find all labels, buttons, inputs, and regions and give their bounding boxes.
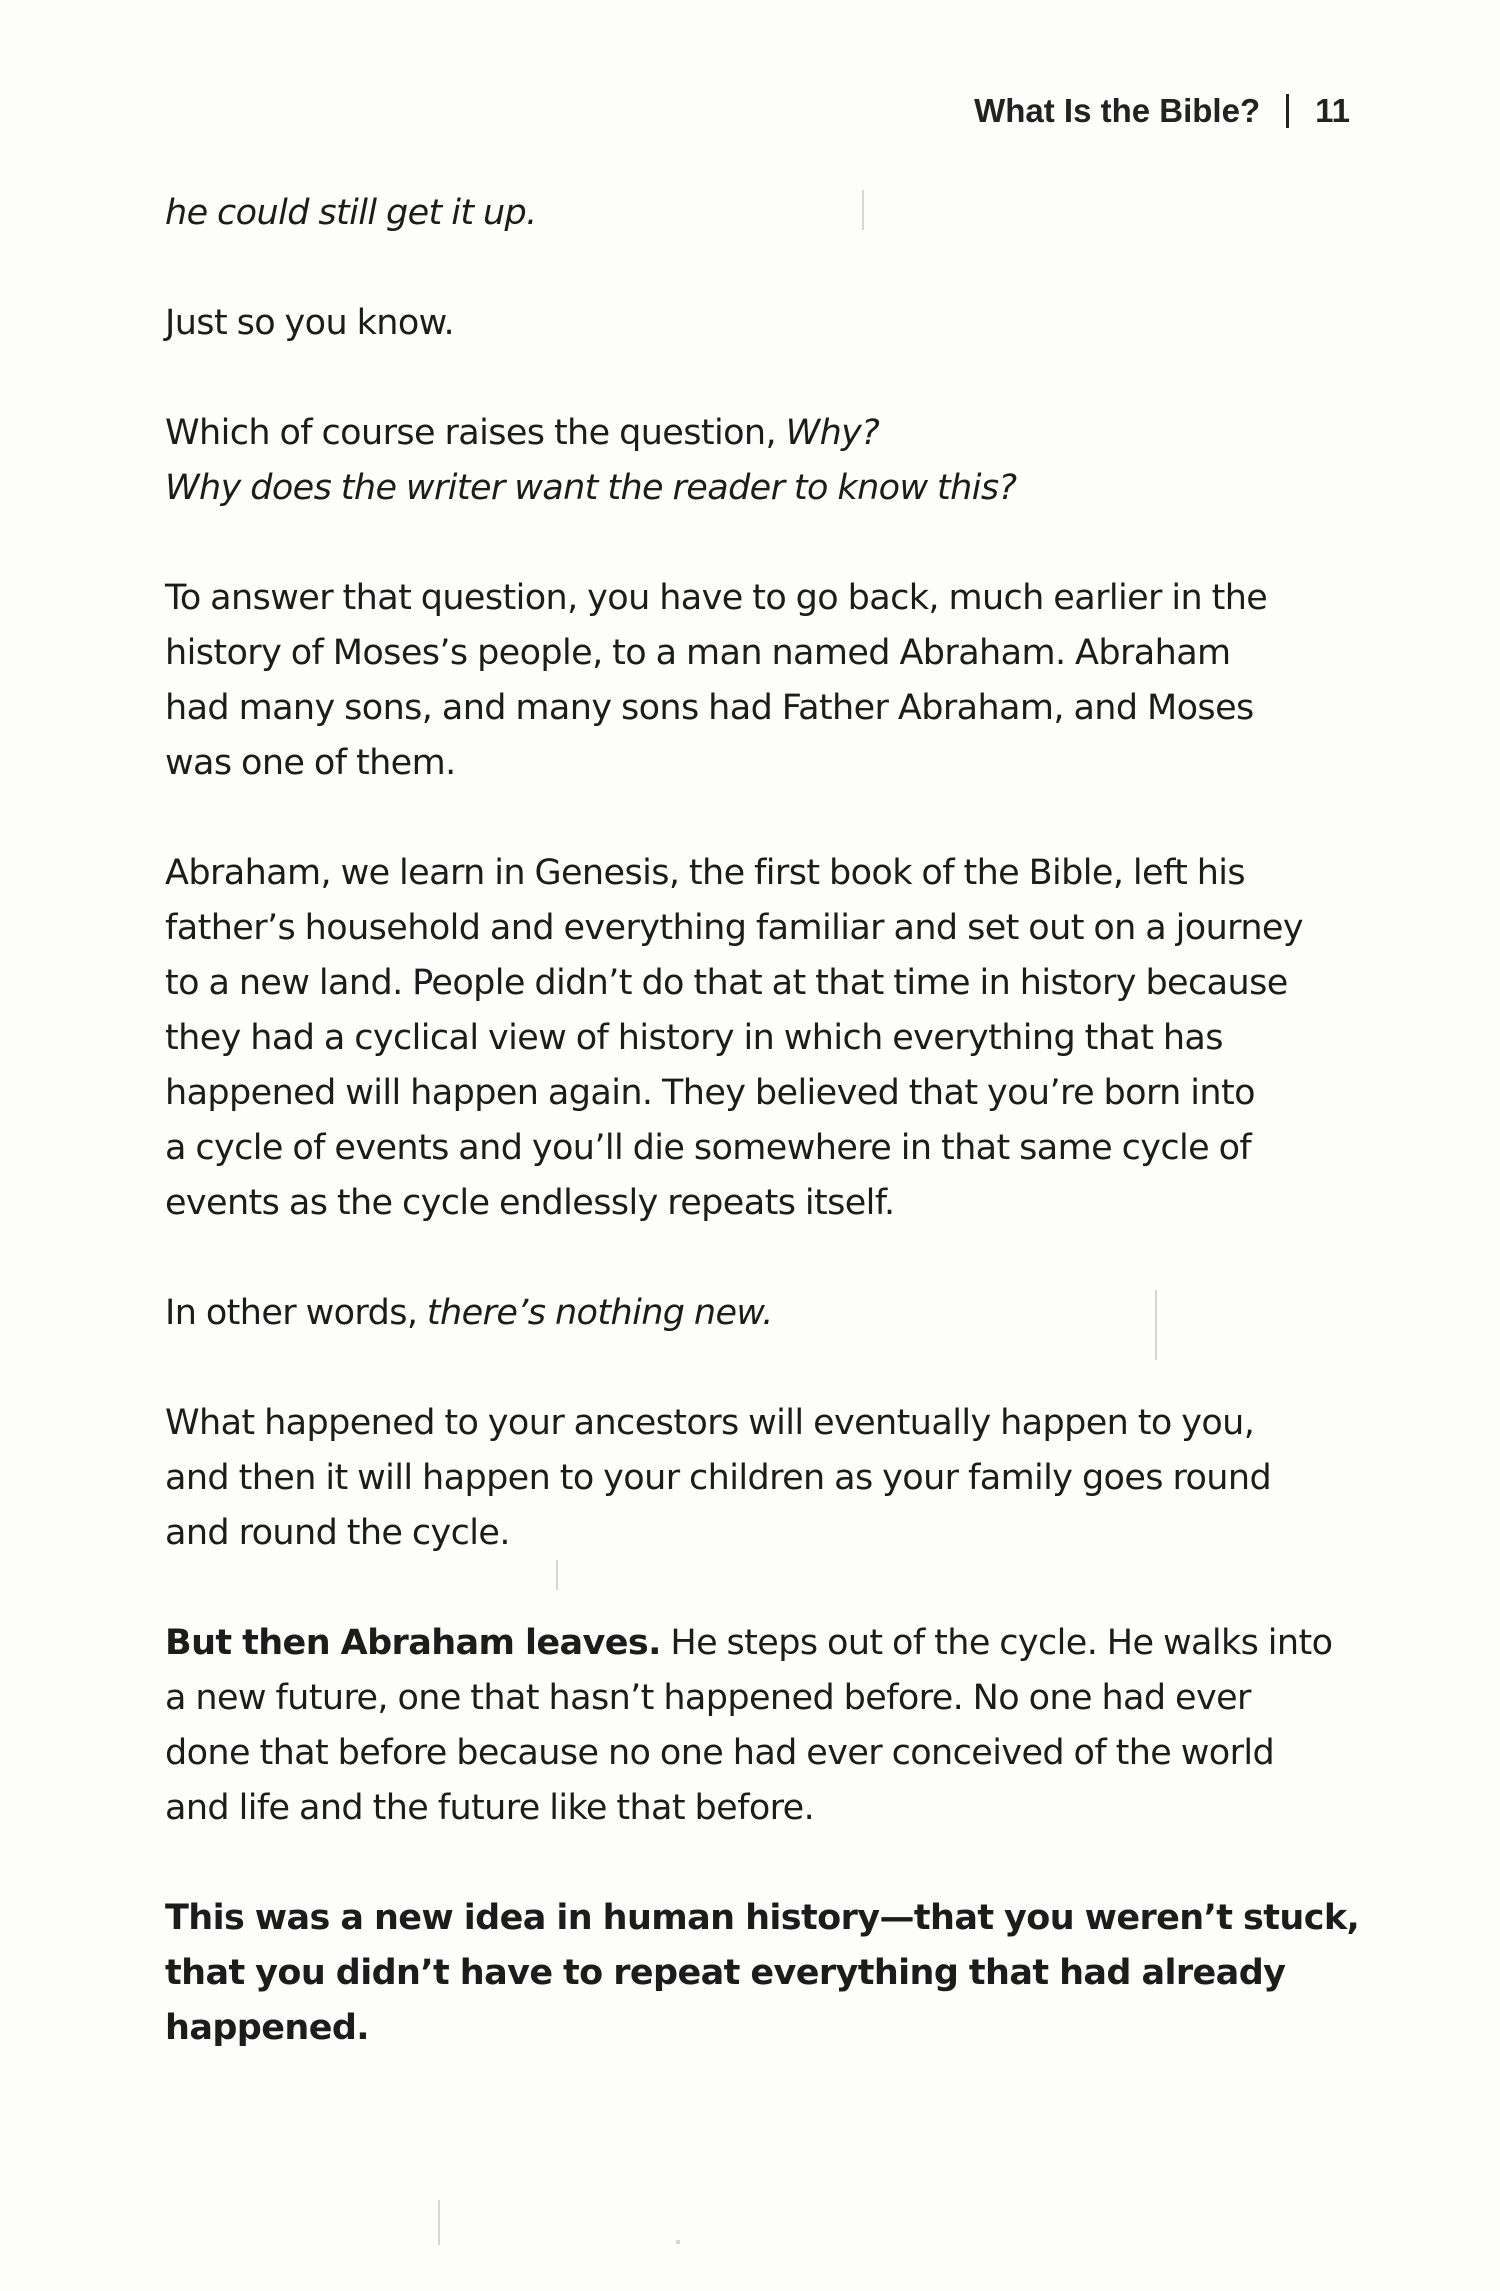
text-line: events as the cycle endlessly repeats itself. bbox=[165, 1183, 895, 1223]
text-line: a new future, one that hasn’t happened before. No one had ever bbox=[165, 1678, 1251, 1718]
paragraph-genesis bbox=[165, 846, 1365, 1231]
text-line: had many sons, and many sons had Father Abraham, and Moses bbox=[165, 688, 1254, 728]
text-line: and round the cycle. bbox=[165, 1513, 510, 1553]
text-line: happened. bbox=[165, 2008, 369, 2048]
paragraph-nothing-new bbox=[165, 1286, 1365, 1341]
paragraph-abraham-intro bbox=[165, 571, 1365, 791]
text-line: done that before because no one had ever conceived of the world bbox=[165, 1733, 1275, 1773]
text-line: To answer that question, you have to go back, much earlier in the bbox=[165, 578, 1268, 618]
text-span: In other words, bbox=[165, 1293, 427, 1333]
emphasis-nothing-new: there’s nothing new. bbox=[426, 1293, 773, 1333]
text-line: to a new land. People didn’t do that at that time in history because bbox=[165, 963, 1288, 1003]
scan-mark bbox=[556, 1560, 558, 1590]
paragraph-just-so-you-know: Just so you know. bbox=[165, 303, 454, 343]
text-span: He steps out of the cycle. He walks into bbox=[660, 1623, 1333, 1663]
scan-mark bbox=[1155, 1290, 1157, 1360]
text-line: father’s household and everything familiar and set out on a journey bbox=[165, 908, 1303, 948]
text-line: they had a cyclical view of history in which everything that has bbox=[165, 1018, 1223, 1058]
header-divider bbox=[1286, 94, 1289, 128]
text-line bbox=[165, 1616, 1365, 1671]
text-line: a cycle of events and you’ll die somewhere in that same cycle of bbox=[165, 1128, 1252, 1168]
paragraph-abraham-leaves bbox=[165, 1616, 1365, 1836]
paragraph-ancestors bbox=[165, 1396, 1365, 1561]
page-number: 11 bbox=[1315, 92, 1350, 129]
text-line: Abraham, we learn in Genesis, the first book of the Bible, left his bbox=[165, 853, 1246, 893]
running-head bbox=[974, 92, 1350, 130]
question-followup: Why does the writer want the reader to know this? bbox=[165, 468, 1017, 508]
paragraph-continuation: he could still get it up. bbox=[165, 193, 537, 233]
scan-mark bbox=[438, 2200, 440, 2245]
emphasis-abraham-leaves: But then Abraham leaves. bbox=[165, 1623, 661, 1663]
question-lead: Which of course raises the question, bbox=[165, 413, 786, 453]
text-line: This was a new idea in human history—that you weren’t stuck, bbox=[165, 1898, 1360, 1938]
text-line: was one of them. bbox=[165, 743, 456, 783]
paragraph-new-idea bbox=[165, 1891, 1365, 2056]
text-line: What happened to your ancestors will eventually happen to you, bbox=[165, 1403, 1255, 1443]
page-body bbox=[165, 186, 1365, 2056]
question-why: Why? bbox=[785, 413, 880, 453]
text-line: history of Moses’s people, to a man named Abraham. Abraham bbox=[165, 633, 1231, 673]
scan-mark bbox=[862, 190, 864, 230]
scan-mark bbox=[676, 2240, 680, 2244]
text-line: happened will happen again. They believed that you’re born into bbox=[165, 1073, 1255, 1113]
text-line: that you didn’t have to repeat everything that had already bbox=[165, 1953, 1286, 1993]
text-line: and then it will happen to your children as your family goes round bbox=[165, 1458, 1272, 1498]
paragraph-question bbox=[165, 406, 1365, 461]
text-line: and life and the future like that before. bbox=[165, 1788, 815, 1828]
section-title: What Is the Bible? bbox=[974, 92, 1261, 129]
